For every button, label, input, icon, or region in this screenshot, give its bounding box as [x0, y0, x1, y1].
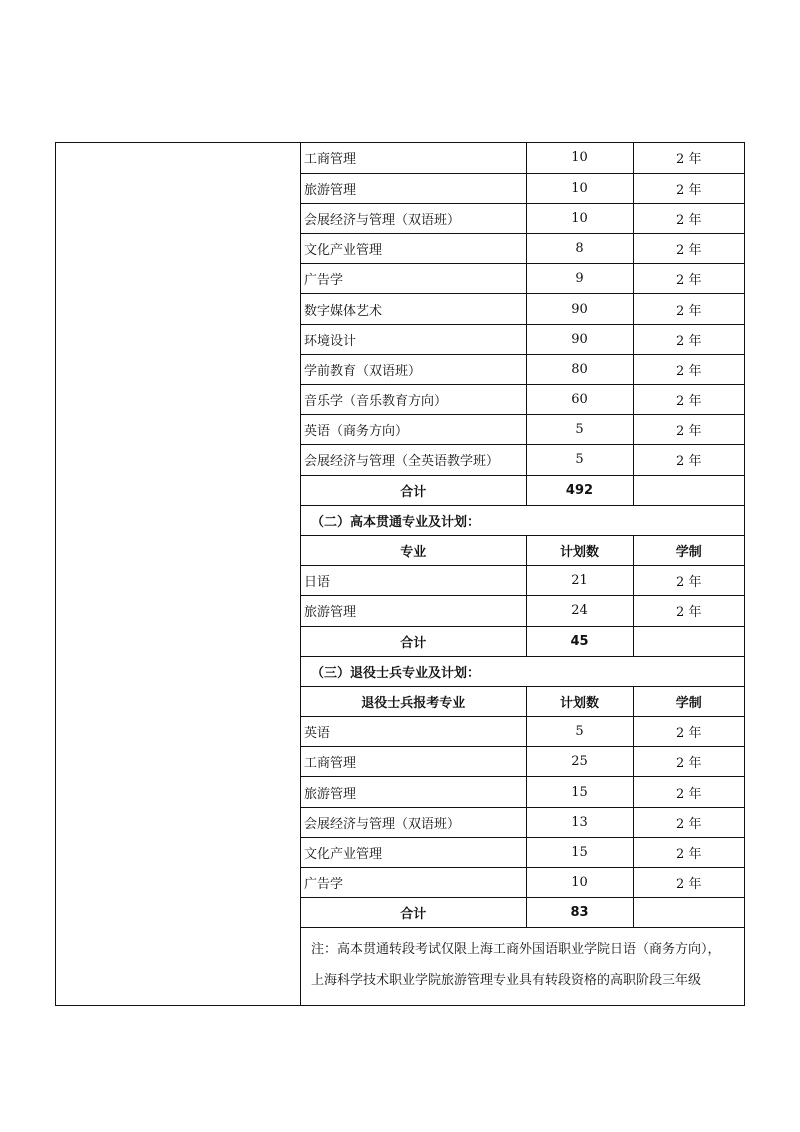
duration-cell: 2 年 — [633, 415, 744, 445]
duration-cell: 2 年 — [633, 324, 744, 354]
table-row — [301, 294, 744, 324]
table-row — [301, 385, 744, 415]
major-cell: 环境设计 — [301, 324, 526, 354]
table-row — [301, 868, 744, 898]
total-row — [301, 475, 744, 505]
duration-cell: 2 年 — [633, 747, 744, 777]
header-major: 退役士兵报考专业 — [301, 686, 526, 716]
note-line-2: 上海科学技术职业学院旅游管理专业具有转段资格的高职阶段三年级 — [311, 973, 702, 989]
header-plan-count: 计划数 — [526, 535, 633, 565]
table-row — [301, 264, 744, 294]
total-label: 合计 — [301, 475, 526, 505]
table-row — [301, 354, 744, 384]
plan-count-cell: 21 — [526, 566, 633, 596]
total-value: 83 — [526, 898, 633, 928]
document-table — [55, 142, 745, 1006]
major-cell: 文化产业管理 — [301, 234, 526, 264]
total-label: 合计 — [301, 626, 526, 656]
major-cell: 学前教育（双语班） — [301, 354, 526, 384]
table-row — [301, 324, 744, 354]
header-major: 专业 — [301, 535, 526, 565]
header-row — [301, 535, 744, 565]
section-title-row — [301, 656, 744, 686]
table-row — [301, 173, 744, 203]
plan-count-cell: 80 — [526, 354, 633, 384]
table-row — [301, 807, 744, 837]
total-empty-cell — [633, 626, 744, 656]
total-value: 45 — [526, 626, 633, 656]
table-row — [301, 445, 744, 475]
header-plan-count: 计划数 — [526, 686, 633, 716]
plan-count-cell: 60 — [526, 385, 633, 415]
table-row — [301, 143, 744, 173]
plan-count-cell: 90 — [526, 324, 633, 354]
enrollment-plan-table — [301, 143, 744, 928]
plan-count-cell: 5 — [526, 415, 633, 445]
section-title-row — [301, 505, 744, 535]
table-row — [301, 415, 744, 445]
major-cell: 工商管理 — [301, 143, 526, 173]
total-empty-cell — [633, 475, 744, 505]
plan-count-cell: 15 — [526, 837, 633, 867]
header-row — [301, 686, 744, 716]
major-cell: 旅游管理 — [301, 173, 526, 203]
table-row — [301, 777, 744, 807]
major-cell: 会展经济与管理（全英语教学班） — [301, 445, 526, 475]
plan-count-cell: 9 — [526, 264, 633, 294]
total-row — [301, 626, 744, 656]
header-duration: 学制 — [633, 686, 744, 716]
table-row — [301, 203, 744, 233]
header-duration: 学制 — [633, 535, 744, 565]
plan-count-cell: 10 — [526, 173, 633, 203]
section-title: （三）退役士兵专业及计划： — [301, 656, 744, 686]
major-cell: 会展经济与管理（双语班） — [301, 807, 526, 837]
duration-cell: 2 年 — [633, 837, 744, 867]
note-line-1: 注：高本贯通转段考试仅限上海工商外国语职业学院日语（商务方向）， — [311, 942, 721, 958]
table-row — [301, 717, 744, 747]
duration-cell: 2 年 — [633, 234, 744, 264]
total-label: 合计 — [301, 898, 526, 928]
duration-cell: 2 年 — [633, 717, 744, 747]
table-row — [301, 234, 744, 264]
plan-count-cell: 24 — [526, 596, 633, 626]
duration-cell: 2 年 — [633, 264, 744, 294]
total-value: 492 — [526, 475, 633, 505]
plan-count-cell: 25 — [526, 747, 633, 777]
duration-cell: 2 年 — [633, 354, 744, 384]
duration-cell: 2 年 — [633, 777, 744, 807]
duration-cell: 2 年 — [633, 385, 744, 415]
major-cell: 文化产业管理 — [301, 837, 526, 867]
major-cell: 音乐学（音乐教育方向） — [301, 385, 526, 415]
major-cell: 英语（商务方向） — [301, 415, 526, 445]
table-row — [301, 596, 744, 626]
duration-cell: 2 年 — [633, 143, 744, 173]
duration-cell: 2 年 — [633, 294, 744, 324]
plan-count-cell: 5 — [526, 717, 633, 747]
plan-table-body — [301, 143, 744, 928]
duration-cell: 2 年 — [633, 868, 744, 898]
plan-count-cell: 90 — [526, 294, 633, 324]
total-row — [301, 898, 744, 928]
major-cell: 广告学 — [301, 868, 526, 898]
table-row — [301, 747, 744, 777]
duration-cell: 2 年 — [633, 596, 744, 626]
plan-count-cell: 10 — [526, 203, 633, 233]
plan-count-cell: 8 — [526, 234, 633, 264]
duration-cell: 2 年 — [633, 807, 744, 837]
major-cell: 工商管理 — [301, 747, 526, 777]
plan-count-cell: 10 — [526, 143, 633, 173]
total-empty-cell — [633, 898, 744, 928]
plan-count-cell: 5 — [526, 445, 633, 475]
plan-count-cell: 13 — [526, 807, 633, 837]
duration-cell: 2 年 — [633, 566, 744, 596]
duration-cell: 2 年 — [633, 173, 744, 203]
plan-count-cell: 15 — [526, 777, 633, 807]
plan-table-area — [301, 143, 744, 1005]
major-cell: 数字媒体艺术 — [301, 294, 526, 324]
major-cell: 会展经济与管理（双语班） — [301, 203, 526, 233]
plan-count-cell: 10 — [526, 868, 633, 898]
major-cell: 广告学 — [301, 264, 526, 294]
note-paragraph — [301, 928, 744, 996]
major-cell: 旅游管理 — [301, 777, 526, 807]
table-row — [301, 566, 744, 596]
duration-cell: 2 年 — [633, 203, 744, 233]
major-cell: 日语 — [301, 566, 526, 596]
duration-cell: 2 年 — [633, 445, 744, 475]
left-empty-column — [56, 143, 301, 1005]
table-row — [301, 837, 744, 867]
section-title: （二）高本贯通专业及计划： — [301, 505, 744, 535]
major-cell: 旅游管理 — [301, 596, 526, 626]
major-cell: 英语 — [301, 717, 526, 747]
